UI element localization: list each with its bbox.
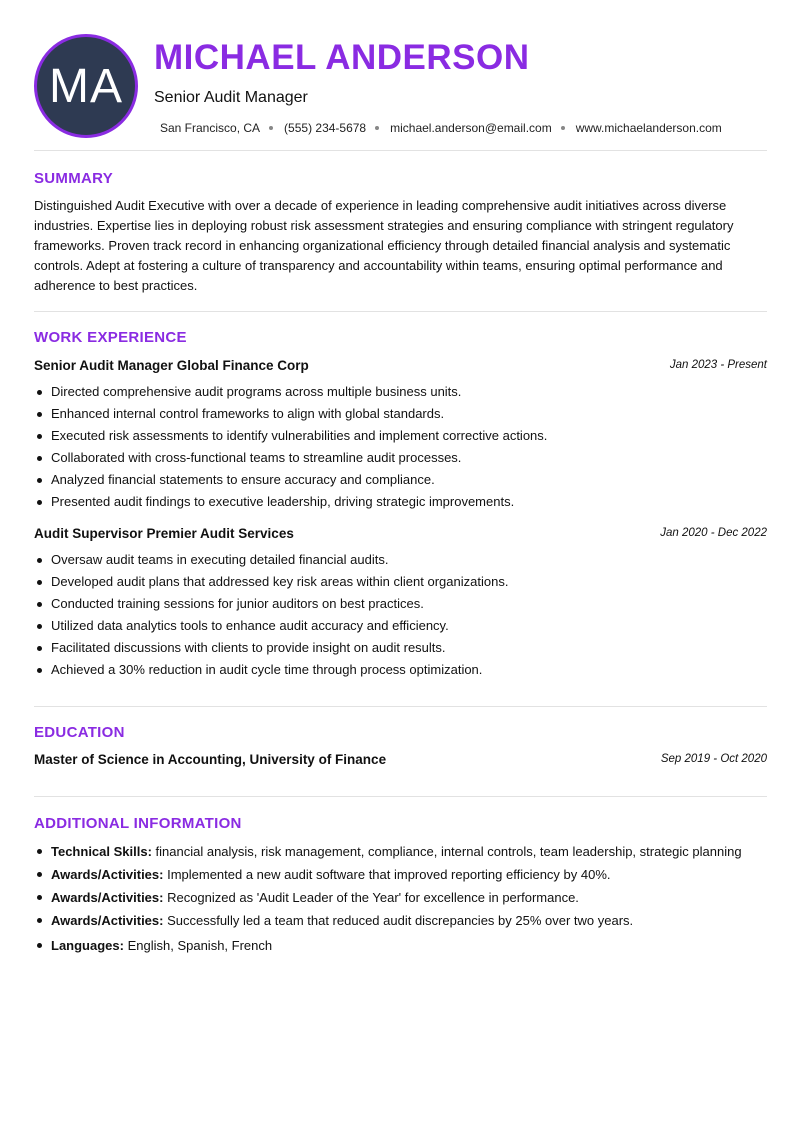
info-text: financial analysis, risk management, compliance, internal controls, team leadership, strategic planning	[151, 844, 742, 859]
job-dates: Jan 2023 - Present	[669, 359, 767, 371]
info-label: Awards/Activities:	[51, 913, 164, 928]
avatar	[34, 34, 138, 138]
info-label: Awards/Activities:	[51, 890, 164, 905]
info-text: Implemented a new audit software that improved reporting efficiency by 40%.	[163, 867, 611, 882]
list-item	[34, 909, 767, 932]
job-dates: Jan 2020 - Dec 2022	[660, 527, 767, 539]
education-heading: EDUCATION	[34, 724, 125, 741]
job-role-company: Senior Audit Manager Global Finance Corp	[34, 358, 309, 373]
info-label: Awards/Activities:	[51, 867, 164, 882]
section-divider	[34, 706, 767, 707]
summary-heading: SUMMARY	[34, 170, 114, 187]
separator-dot	[269, 126, 273, 130]
list-item: Oversaw audit teams in executing detailed financial audits.	[34, 549, 767, 571]
education-dates: Sep 2019 - Oct 2020	[660, 753, 767, 765]
list-item: Conducted training sessions for junior auditors on best practices.	[34, 593, 767, 615]
list-item	[34, 840, 767, 863]
list-item: Collaborated with cross-functional teams to streamline audit processes.	[34, 447, 767, 469]
job-header	[34, 526, 767, 546]
contact-info	[160, 121, 722, 135]
list-item	[34, 863, 767, 886]
list-item: Executed risk assessments to identify vulnerabilities and implement corrective actions.	[34, 425, 767, 447]
section-divider	[34, 311, 767, 312]
additional-info-list	[34, 840, 767, 957]
list-item: Developed audit plans that addressed key risk areas within client organizations.	[34, 571, 767, 593]
section-divider	[34, 796, 767, 797]
list-item: Facilitated discussions with clients to provide insight on audit results.	[34, 637, 767, 659]
additional-info-heading: ADDITIONAL INFORMATION	[34, 815, 242, 832]
list-item: Enhanced internal control frameworks to align with global standards.	[34, 403, 767, 425]
list-item: Directed comprehensive audit programs across multiple business units.	[34, 381, 767, 403]
education-entry	[34, 752, 767, 772]
candidate-name: MICHAEL ANDERSON	[154, 38, 530, 77]
contact-phone: (555) 234-5678	[284, 121, 367, 135]
list-item: Presented audit findings to executive leadership, driving strategic improvements.	[34, 491, 767, 513]
separator-dot	[561, 126, 565, 130]
info-text: Successfully led a team that reduced audit discrepancies by 25% over two years.	[163, 913, 634, 928]
info-label: Technical Skills:	[51, 844, 152, 859]
avatar-initials: MA	[49, 59, 123, 113]
list-item: Achieved a 30% reduction in audit cycle time through process optimization.	[34, 659, 767, 681]
job-header	[34, 358, 767, 378]
job-bullets	[34, 381, 767, 513]
list-item	[34, 886, 767, 909]
contact-location: San Francisco, CA	[160, 121, 261, 135]
info-label: Languages:	[51, 938, 124, 953]
separator-dot	[375, 126, 379, 130]
work-experience-heading: WORK EXPERIENCE	[34, 329, 187, 346]
info-text: Recognized as 'Audit Leader of the Year' for excellence in performance.	[163, 890, 579, 905]
education-degree: Master of Science in Accounting, University of Finance	[34, 752, 387, 767]
list-item	[34, 934, 767, 957]
list-item: Analyzed financial statements to ensure accuracy and compliance.	[34, 469, 767, 491]
section-divider	[34, 150, 767, 151]
contact-website[interactable]: www.michaelanderson.com	[575, 121, 722, 135]
job-role-company: Audit Supervisor Premier Audit Services	[34, 526, 294, 541]
info-text: English, Spanish, French	[123, 938, 273, 953]
job-title: Senior Audit Manager	[154, 89, 308, 106]
list-item: Utilized data analytics tools to enhance audit accuracy and efficiency.	[34, 615, 767, 637]
contact-email[interactable]: michael.anderson@email.com	[390, 121, 552, 135]
summary-text: Distinguished Audit Executive with over a decade of experience in leading comprehensive audit initiatives across diverse industries. Expertise lies in deploying robust risk assessment strategies and ensuring compliance with stringent regulatory frameworks. Proven track record in enhancing organizational efficiency through detailed financial analysis and systematic controls. Adept at fostering a culture of transparency and accountability within teams, ensuring optimal performance and adherence to best practices.	[34, 198, 734, 293]
job-bullets	[34, 549, 767, 681]
resume-header	[34, 34, 767, 150]
